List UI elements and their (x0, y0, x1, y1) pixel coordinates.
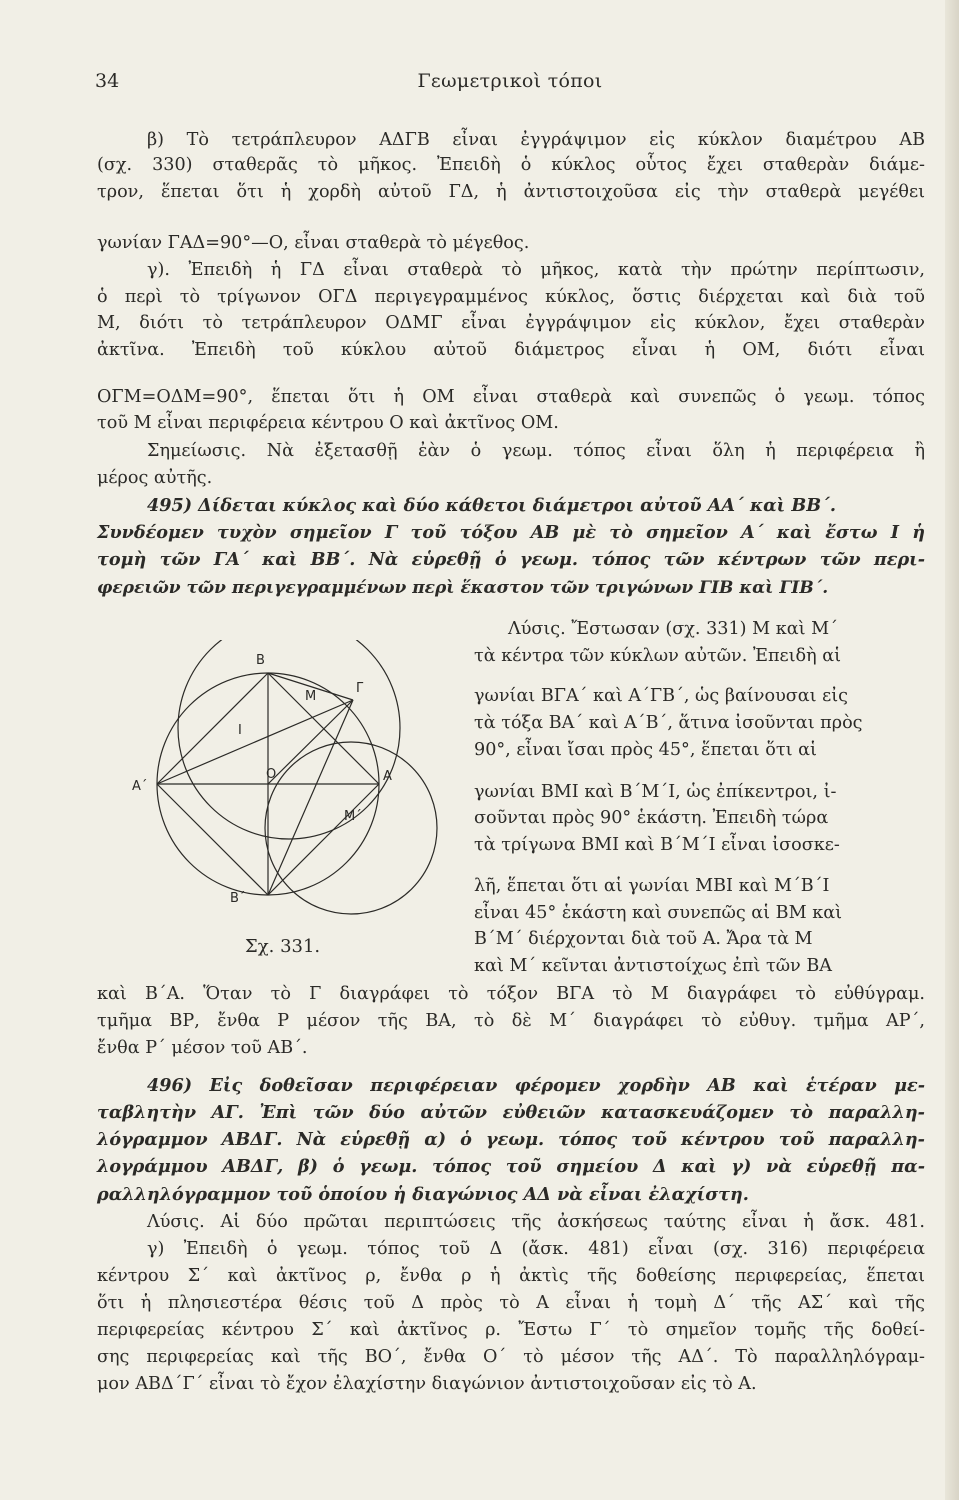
text-line: γ). Ἐπειδὴ ἡ ΓΔ εἶναι σταθερὰ τὸ μῆκος, κατὰ τὴν πρώτην περίπτωσιν, (147, 260, 925, 280)
text-line: ἀκτῖνα. Ἐπειδὴ τοῦ κύκλου αὐτοῦ διάμετρος εἶναι ἡ ΟΜ, διότι εἶναι (97, 340, 925, 360)
line-O-G (268, 700, 353, 784)
text-line: τὰ κέντρα τῶν κύκλων αὐτῶν. Ἐπειδὴ αἱ (474, 646, 842, 666)
text-line: 90°, εἶναι ἴσαι πρὸς 45°, ἕπεται ὅτι αἱ (474, 740, 817, 760)
text-line: γωνίαν ΓΑΔ=90°—Ο, εἶναι σταθερὰ τὸ μέγεθος. (97, 233, 530, 253)
exercise-496-title: 496) Εἰς δοθεῖσαν περιφέρειαν φέρομεν χορδὴν ΑΒ καὶ ἑτέραν με- (147, 1075, 925, 1096)
text-line: ΟΓΜ=ΟΔΜ=90°, ἕπεται ὅτι ἡ ΟΜ εἶναι σταθερὰ καὶ συνεπῶς ὁ γεωμ. τόπος (97, 387, 925, 407)
label-A1: Α΄ (132, 779, 148, 794)
line-G-B1 (268, 700, 353, 895)
line-A1-B (157, 673, 268, 784)
text-line: Β΄Μ΄ διέρχονται διὰ τοῦ Α. Ἄρα τὰ Μ (474, 929, 813, 949)
text-line: β) Τὸ τετράπλευρον ΑΔΓΒ εἶναι ἐγγράψιμον εἰς κύκλον διαμέτρου ΑΒ (147, 130, 925, 150)
label-B1: Β΄ (230, 891, 246, 906)
running-title: Γεωμετρικοὶ τόποι (417, 70, 603, 92)
label-G: Γ (356, 681, 364, 696)
text-line: ὅτι ἡ πλησιεστέρα θέσις τοῦ Δ πρὸς τὸ Α εἶναι ἡ τομὴ Δ΄ τῆς ΑΣ΄ καὶ τῆς (97, 1293, 925, 1313)
text-line: περιφερείας κέντρου Σ΄ καὶ ἀκτῖνος ρ. Ἔστω Γ΄ τὸ σημεῖον τομῆς τῆς δοθεί- (97, 1320, 925, 1340)
figure-331 (118, 640, 473, 960)
text-line: λόγραμμον ΑΒΔΓ. Νὰ εὑρεθῇ α) ὁ γεωμ. τόπος τοῦ κέντρου τοῦ παραλλη- (97, 1129, 925, 1150)
label-A: Α (383, 769, 392, 784)
text-line: σοῦνται πρὸς 90° ἑκάστη. Ἐπειδὴ τώρα (474, 808, 829, 828)
text-line: ραλληλόγραμμον τοῦ ὁποίου ἡ διαγώνιος ΑΔ νὰ εἶναι ἐλαχίστη. (97, 1184, 749, 1205)
text-line: τὰ τρίγωνα ΒΜΙ καὶ Β΄Μ΄Ι εἶναι ἰσοσκε- (474, 835, 840, 855)
circle-M (178, 640, 400, 839)
text-line: Λύσις. Αἱ δύο πρῶται περιπτώσεις τῆς ἀσκήσεως ταύτης εἶναι ἡ ἄσκ. 481. (147, 1212, 925, 1232)
text-line: τοῦ Μ εἶναι περιφέρεια κέντρου Ο καὶ ἀκτῖνος ΟΜ. (97, 413, 559, 433)
text-line: μον ΑΒΔ΄Γ΄ εἶναι τὸ ἔχον ἐλαχίστην διαγώνιον ἀντιστοιχοῦσαν εἰς τὸ Α. (97, 1374, 757, 1394)
exercise-495-title: 495) Δίδεται κύκλος καὶ δύο κάθετοι διάμετροι αὐτοῦ ΑΑ΄ καὶ ΒΒ΄. (147, 495, 836, 516)
text-line: λῆ, ἕπεται ὅτι αἱ γωνίαι ΜΒΙ καὶ Μ΄Β΄Ι (474, 876, 830, 896)
label-M1: Μ΄ (344, 809, 362, 824)
text-line: καὶ Μ΄ κεῖνται ἀντιστοίχως ἐπὶ τῶν ΒΑ (474, 956, 832, 976)
text-line: εἶναι 45° ἑκάστη καὶ συνεπῶς αἱ ΒΜ καὶ (474, 903, 842, 923)
text-line: φερειῶν τῶν περιγεγραμμένων περὶ ἕκαστον τῶν τριγώνων ΓΙΒ καὶ ΓΙΒ΄. (97, 578, 829, 598)
text-line: Σημείωσις. Νὰ ἐξετασθῇ ἐὰν ὁ γεωμ. τόπος εἶναι ὅλη ἡ περιφέρεια ἢ (147, 441, 925, 461)
text-line: Μ, διότι τὸ τετράπλευρον ΟΔΜΓ εἶναι ἐγγράψιμον εἰς κύκλον, ἔχει σταθερὰν (97, 313, 925, 333)
text-line: γωνίαι ΒΓΑ΄ καὶ Α΄ΓΒ΄, ὡς βαίνουσαι εἰς (474, 686, 849, 706)
text-line: τομὴ τῶν ΓΑ΄ καὶ ΒΒ΄. Νὰ εὑρεθῇ ὁ γεωμ. τόπος τῶν κέντρων τῶν περι- (97, 549, 925, 570)
line-A1-G (157, 700, 353, 784)
text-line: γωνίαι ΒΜΙ καὶ Β΄Μ΄Ι, ὡς ἐπίκεντροι, ἰ- (474, 782, 837, 802)
text-line: σης περιφερείας καὶ τῆς ΒΟ΄, ἔνθα Ο΄ τὸ μέσον τῆς ΑΔ΄. Τὸ παραλληλόγραμ- (97, 1347, 925, 1367)
text-line: (σχ. 330) σταθερᾶς τὸ μῆκος. Ἐπειδὴ ὁ κύκλος οὗτος ἔχει σταθερὰν διάμε- (97, 155, 925, 175)
text-line: ὁ περὶ τὸ τρίγωνον ΟΓΔ περιγεγραμμένος κύκλος, ὅστις διέρχεται καὶ διὰ τοῦ (97, 287, 925, 307)
text-line: τὰ τόξα ΒΑ΄ καὶ Α΄Β΄, ἅτινα ἰσοῦνται πρὸς (474, 713, 863, 733)
page-edge (945, 0, 959, 1500)
text-line: Λύσις. Ἔστωσαν (σχ. 331) Μ καὶ Μ΄ (508, 619, 838, 639)
circle-M1 (265, 742, 437, 914)
page-number: 34 (95, 70, 120, 92)
label-B: Β (256, 653, 265, 668)
label-M: Μ (305, 689, 317, 704)
label-I: Ι (238, 723, 242, 738)
text-line: ταβλητὴν ΑΓ. Ἐπὶ τῶν δύο αὐτῶν εὐθειῶν κατασκευάζομεν τὸ παραλλη- (97, 1102, 925, 1123)
running-header (95, 70, 925, 100)
text-line: ἔνθα Ρ΄ μέσον τοῦ ΑΒ΄. (97, 1038, 308, 1058)
text-line: μέρος αὐτῆς. (97, 468, 213, 488)
label-O: Ο (266, 767, 277, 782)
text-line: καὶ Β΄Α. Ὅταν τὸ Γ διαγράφει τὸ τόξον ΒΓΑ τὸ Μ διαγράφει τὸ εὐθύγραμ. (97, 984, 925, 1004)
text-line: Συνδέομεν τυχὸν σημεῖον Γ τοῦ τόξου ΑΒ μὲ τὸ σημεῖον Α΄ καὶ ἔστω Ι ἡ (97, 522, 925, 543)
line-A1-B1 (157, 784, 268, 895)
text-line: γ) Ἐπειδὴ ὁ γεωμ. τόπος τοῦ Δ (ἄσκ. 481) εἶναι (σχ. 316) περιφέρεια (147, 1239, 925, 1259)
text-line: τρον, ἕπεται ὅτι ἡ χορδὴ αὐτοῦ ΓΔ, ἡ ἀντιστοιχοῦσα εἰς τὴν σταθερὰ μεγέθει (97, 182, 925, 202)
figure-caption: Σχ. 331. (245, 936, 321, 957)
text-line: τμῆμα ΒΡ, ἔνθα Ρ μέσον τῆς ΒΑ, τὸ δὲ Μ΄ διαγράφει τὸ εὐθυγ. τμῆμα ΑΡ΄, (97, 1011, 925, 1031)
text-line: λογράμμου ΑΒΔΓ, β) ὁ γεωμ. τόπος τοῦ σημείου Δ καὶ γ) νὰ εὑρεθῇ πα- (97, 1156, 925, 1177)
text-line: κέντρου Σ΄ καὶ ἀκτῖνος ρ, ἔνθα ρ ἡ ἀκτὶς τῆς δοθείσης περιφερείας, ἕπεται (97, 1266, 925, 1286)
